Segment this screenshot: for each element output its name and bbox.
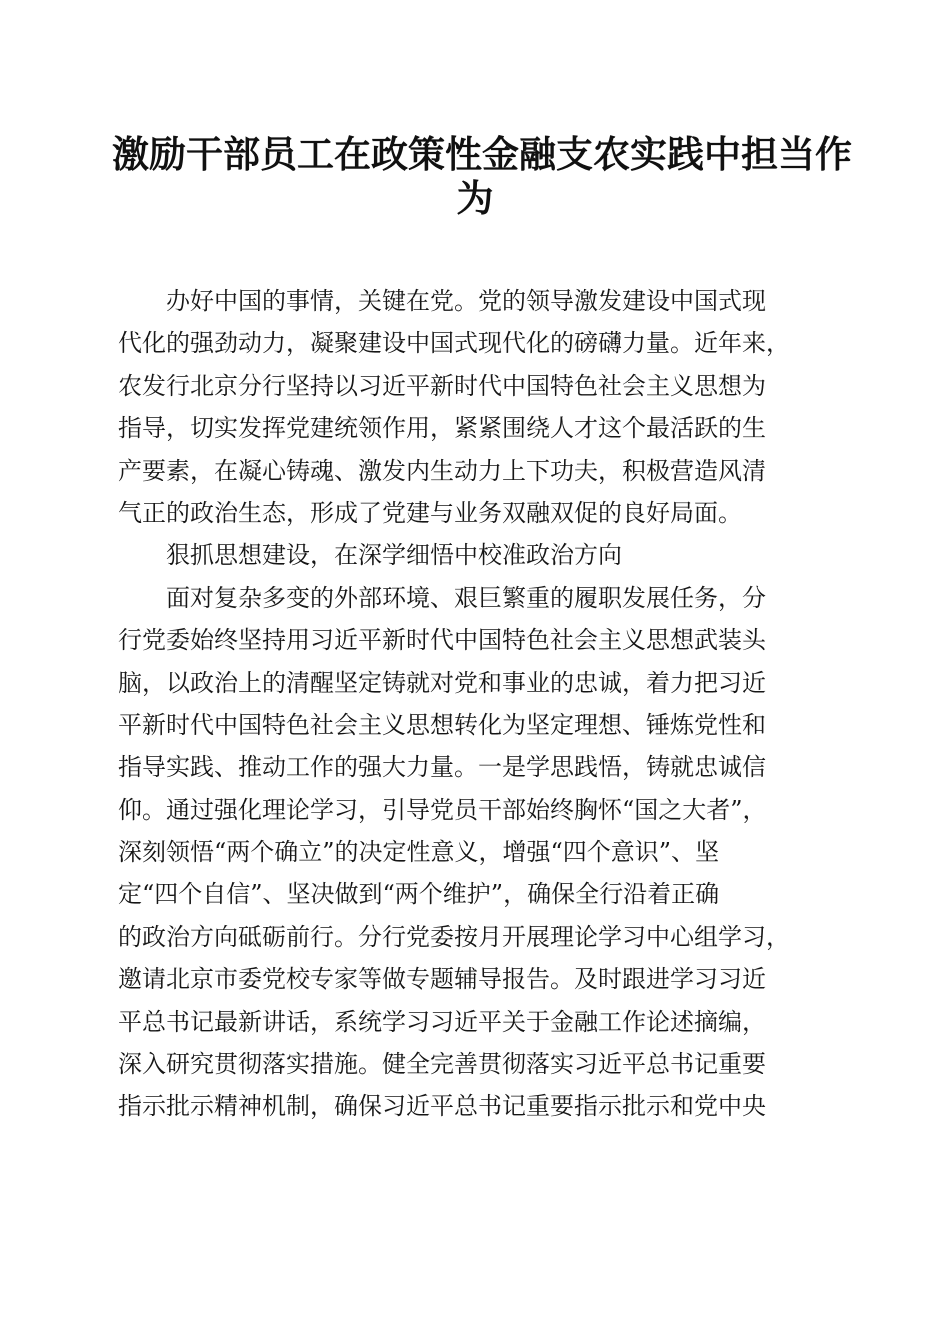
body-line: 的政治方向砥砺前行。分行党委按月开展理论学习中心组学习， [118, 922, 790, 951]
body-line: 狠抓思想建设，在深学细悟中校准政治方向 [166, 541, 622, 570]
body-line: 产要素，在凝心铸魂、激发内生动力上下功夫，积极营造风清 [118, 456, 766, 485]
body-line: 办好中国的事情，关键在党。党的领导激发建设中国式现 [166, 287, 766, 315]
document-title [112, 132, 852, 220]
body-line: 指导，切实发挥党建统领作用，紧紧围绕人才这个最活跃的生 [118, 414, 766, 443]
body-line: 面对复杂多变的外部环境、艰巨繁重的履职发展任务，分 [166, 583, 766, 612]
title-line: 为 [456, 176, 494, 220]
body-line: 指导实践、推动工作的强大力量。一是学思践悟，铸就忠诚信 [118, 753, 766, 782]
body-line: 代化的强劲动力，凝聚建设中国式现代化的磅礴力量。近年来， [118, 329, 790, 358]
body-line: 仰。通过强化理论学习，引导党员干部始终胸怀“国之大者”， [118, 795, 767, 824]
body-line: 邀请北京市委党校专家等做专题辅导报告。及时跟进学习习近 [118, 965, 766, 994]
body-line: 行党委始终坚持用习近平新时代中国特色社会主义思想武装头 [118, 626, 766, 655]
body-line: 脑，以政治上的清醒坚定铸就对党和事业的忠诚，着力把习近 [118, 668, 766, 697]
body-line: 气正的政治生态，形成了党建与业务双融双促的良好局面。 [118, 498, 742, 527]
document-body [118, 280, 836, 1128]
body-line: 定“四个自信”、坚决做到“两个维护”，确保全行沿着正确 [118, 880, 720, 909]
body-line: 平总书记最新讲话，系统学习习近平关于金融工作论述摘编， [118, 1007, 766, 1036]
body-line: 指示批示精神机制，确保习近平总书记重要指示批示和党中央 [118, 1092, 766, 1121]
body-line: 农发行北京分行坚持以习近平新时代中国特色社会主义思想为 [118, 371, 766, 400]
body-line: 深入研究贯彻落实措施。健全完善贯彻落实习近平总书记重要 [118, 1050, 766, 1079]
body-line: 平新时代中国特色社会主义思想转化为坚定理想、锤炼党性和 [118, 710, 766, 739]
title-line: 激励干部员工在政策性金融支农实践中担当作 [112, 132, 852, 176]
body-line: 深刻领悟“两个确立”的决定性意义，增强“四个意识”、坚 [118, 838, 720, 867]
